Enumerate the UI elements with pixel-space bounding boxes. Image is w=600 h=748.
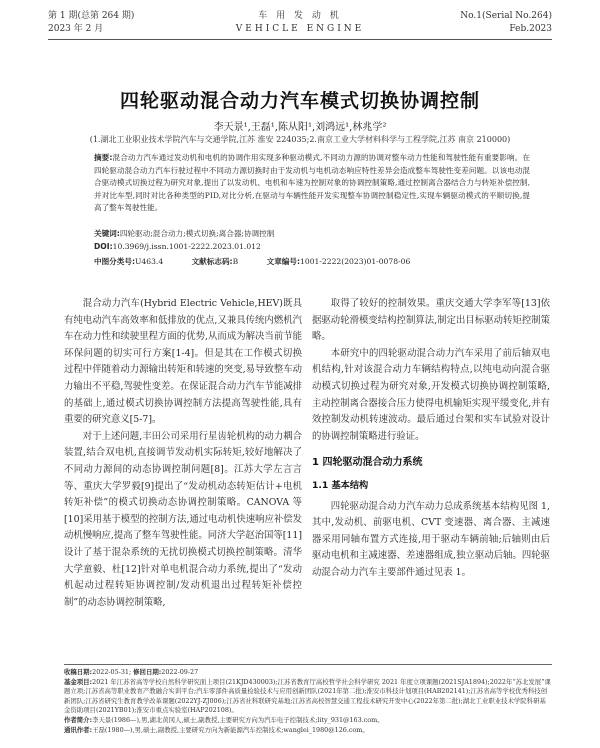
body-paragraph: 取得了较好的控制效果。重庆交通大学李军等[13]依据驱动轮滑模变结构控制算法,制定出目标驱动转矩控制策略。 <box>312 298 550 343</box>
clc-value: U463.4 <box>135 257 164 266</box>
section-heading: 1 四轮驱动混合动力系统 <box>312 457 423 469</box>
received-label: 收稿日期: <box>64 668 93 676</box>
doc-code <box>192 257 239 266</box>
revised-value: 2022-09-27 <box>161 668 199 676</box>
keywords-label: 关键词: <box>94 229 120 238</box>
abstract <box>94 152 530 215</box>
header-rule <box>48 39 552 40</box>
corresponding-text: 王磊(1980—),男,硕士,副教授,主要研究方向为新能源汽车控制技术;wanglei_1980@126.com。 <box>92 725 369 734</box>
article-number <box>267 257 411 266</box>
author-list: 李天景¹,王磊¹,陈从阳¹,刘鸿远¹,林兆学² <box>213 122 387 133</box>
footnote-author <box>64 716 552 726</box>
body-paragraph: 混合动力汽车(Hybrid Electric Vehicle,HEV)既具有纯电动汽车高效率和低排放的优点,又兼具传统内燃机汽车在动力性和续驶里程方面的优势,从而成为解决当前节能环保问题的切实可行方案[1-4]。但是其在工作模式切换过程中伴随着动力源输出转矩和转速的突变,易导致整车动力输出不平稳,驾驶性变差。在保证混合动力汽车节能减排的基础上,通过模式切换协调控制方法提高驾驶性能,具有重要的研究意义[5-7]。 <box>64 298 302 426</box>
doc-label: 文献标志码: <box>191 257 233 266</box>
header-serial-date: Feb.2023 <box>509 24 552 34</box>
revised-label: 修回日期: <box>133 668 162 676</box>
doi-text: 10.3969/j.issn.1001-2222.2023.01.012 <box>112 242 261 251</box>
body-paragraph: 四轮驱动混合动力汽车动力总成系统基本结构见图 1,其中,发动机、前驱电机、CVT 变速器、离合器、主减速器采用同轴布置方式连接,用于驱动车辆前轴;后轴则由后驱动电机和主减速器、差速器组成,独立驱动后轴。四轮驱动混合动力汽车主要部件通过见表 1。 <box>312 500 550 578</box>
header-issue-number: 第 1 期(总第 264 期) <box>48 11 135 21</box>
clc-label: 中图分类号: <box>94 257 136 266</box>
running-header <box>48 6 552 42</box>
received-value: 2022-05-31; <box>92 668 132 676</box>
body-paragraph: 对于上述问题,丰田公司采用行星齿轮机构的动力耦合装置,结合双电机,直接调节发动机实际转矩,较好地解决了不同动力源间的动态协调控制问题[8]。江苏大学左言言等、重庆大学罗毅[9]提出了“发动机动态转矩估计+电机转矩补偿”的模式切换动态协调控制策略。CANOVA 等[10]采用基于模型的控制方法,通过电动机快速响应补偿发动机慢响应,提高了整车驾驶性能。同济大学赵治国等[11]设计了基于混杂系统的无扰切换模式切换控制策略。清华大学童毅、杜[12]针对单电机混合动力系统,提出了“发动机起动过程转矩协调控制/发动机退出过程转矩补偿控制”的动态协调控制策略, <box>64 430 302 608</box>
fund-text: 2021 年江苏省高等学校自然科学研究面上项目(21KJD430003);江苏省教育厅高校哲学社会科学研究 2021 年度立项课题(2021SJA1894);2022年“苏北发展”课题立项;江苏省高等职业教育产教融合实训平台;汽车零部件高质量检验技术与应用创新团队(2021年第二批);淮安市科技计划项目(HAB202141);江苏省高等学校优秀科技创新团队;江苏省研究生教育教学改革课题(2022YJ-ZJ006);江苏省社科联研究基地;江苏省高校智慧交通工程技术研究开发中心(2022年第二批);湖北工业职业技术学院科研基金资助项目(2021YB01);淮安市重点实验室(HAP202108)。 <box>64 677 551 715</box>
footnote-fund <box>64 678 552 716</box>
author-bio-text: 李天景(1986—),男,湖北黄冈人,硕士,副教授,主要研究方向为汽车电子控制技术;lity_931@163.com。 <box>92 715 384 724</box>
keywords <box>94 228 530 239</box>
doc-value: B <box>232 257 239 266</box>
clc-code <box>94 257 163 266</box>
footnote-block <box>64 664 552 735</box>
header-serial-number: No.1(Serial No.264) <box>460 11 552 21</box>
body-paragraph: 本研究中的四轮驱动混合动力汽车采用了前后轴双电机结构,针对该混合动力车辆结构特点,以纯电动向混合驱动模式切换过程为研究对象,开发模式切换协调控制策略,主动控制离合器接合压力使得电机输矩实现平缓变化,并有效控制发动机转速波动。最后通过台架和实车试验对设计的协调控制策略进行验证。 <box>312 347 550 442</box>
abstract-text: 混合动力汽车通过发动机和电机的协调作用实现多种驱动模式,不同动力源的协调对整车动力性能和驾驶性能有重要影响。在四轮驱动混合动力汽车行驶过程中不同动力源切换时由于发动机与电机动态响应特性差异会造成整车驾驶性变差问题。以该电动混合驱动模式切换过程为研究对象,提出了以发动机、电机和车速为控制对象的协调控制策略,通过控制离合器结合力与转矩补偿控制,并对比车型,同时对比各种类型的PID,对比分析,在驱动与车辆性能开发实现整车协调控制稳定性,实现车辆驱动模式的平顺切换,提高了整车驾驶性能。 <box>94 153 530 213</box>
abstract-label: 摘要: <box>94 153 113 162</box>
journal-name-en: VEHICLE ENGINE <box>235 24 365 34</box>
article-value: 1001-2222(2023)01-0078-06 <box>300 257 411 266</box>
affiliation: (1.湖北工业职业技术学院汽车与交通学院,江苏 淮安 224035;2.南京工业大学材料科学与工程学院,江苏 南京 210000) <box>89 135 511 144</box>
footnote-corresponding <box>64 726 552 736</box>
paper-title: 四轮驱动混合动力汽车模式切换协调控制 <box>119 90 480 112</box>
corresponding-label: 通讯作者: <box>64 725 93 734</box>
body-column-left <box>64 296 302 611</box>
article-label: 文章编号: <box>266 257 301 266</box>
header-serial <box>460 10 552 36</box>
keywords-text: 四轮驱动;混合动力;模式切换;离合器;协调控制 <box>119 229 275 238</box>
fund-label: 基金项目: <box>64 677 93 686</box>
header-date: 2023 年 2 月 <box>48 24 104 34</box>
body-column-right <box>312 296 550 582</box>
doi-label: DOI: <box>94 242 113 251</box>
subsection-heading: 1.1 基本结构 <box>312 479 369 491</box>
author-bio-label: 作者简介: <box>64 715 93 724</box>
classification-line <box>94 256 530 267</box>
footnote-dates <box>64 668 552 678</box>
journal-name-cn: 车 用 发 动 机 <box>258 11 342 21</box>
doi <box>94 242 530 251</box>
